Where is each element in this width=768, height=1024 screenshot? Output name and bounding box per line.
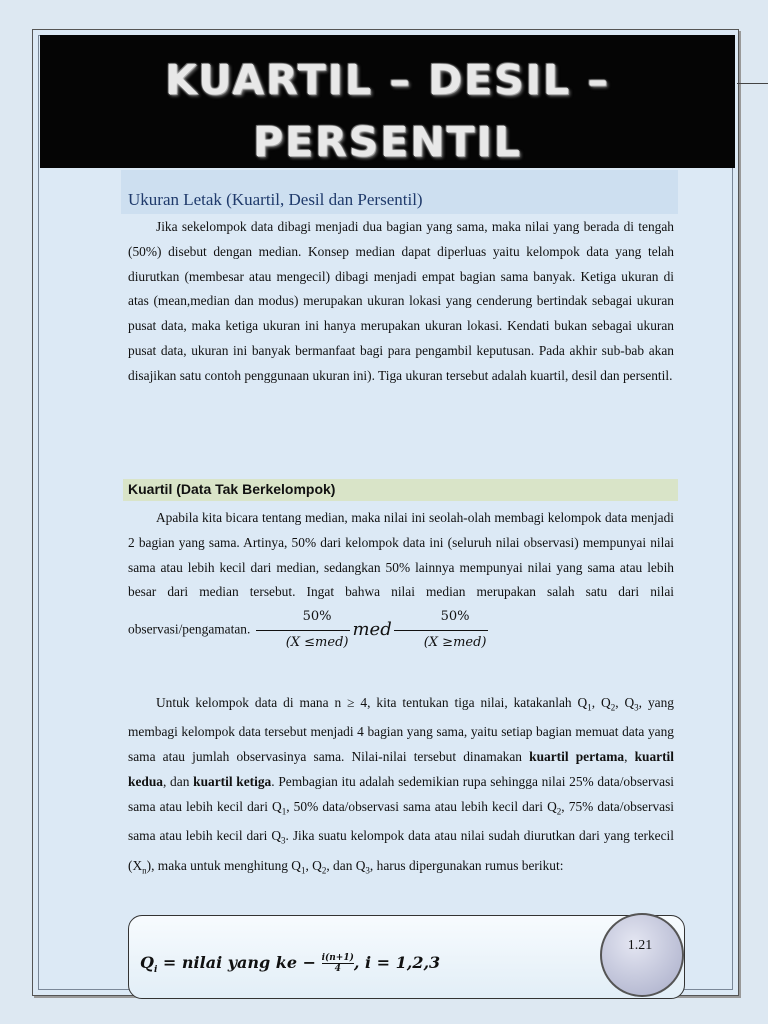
- text-span: , 50% data/observasi sama atau lebih kecil dari Q: [286, 798, 557, 814]
- text-span: , yang membagi kelompok data tersebut menjadi 4 bagian yang sama, yaitu setiap bagian memuat data yang sama atau jumlah observasinya sama. Nilai-nilai tersebut dinamakan: [128, 695, 674, 765]
- text-span: , dan: [162, 774, 194, 790]
- subscript: 1: [281, 806, 287, 817]
- subscript: n: [142, 865, 147, 876]
- text-span: ), maka untuk menghitung Q: [146, 857, 301, 873]
- subsection-heading: Kuartil (Data Tak Berkelompok): [128, 481, 336, 497]
- quartile-paragraph: [128, 691, 674, 883]
- side-rule: [737, 83, 768, 84]
- text-span: . Jika suatu kelompok data atau nilai sudah diurutkan dari yang terkecil (X: [128, 828, 674, 873]
- text-span: , Q: [615, 695, 635, 710]
- banner-title-line2: PERSENTIL: [253, 118, 522, 166]
- term-second-quartile: kuartil kedua: [128, 749, 674, 790]
- text-span: ,: [624, 749, 635, 765]
- text-span: Untuk kelompok data di mana n ≥ 4, kita tentukan tiga nilai, katakanlah Q: [156, 695, 588, 710]
- med-label: med: [352, 619, 392, 641]
- term-third-quartile: kuartil ketiga: [193, 774, 272, 790]
- title-banner: [40, 35, 735, 168]
- text-span: , Q: [591, 695, 611, 710]
- formula-fraction-denominator: 4: [334, 964, 341, 974]
- text-span: , Q: [305, 857, 322, 873]
- subscript: 3: [365, 865, 370, 876]
- text-span: , harus dipergunakan rumus berikut:: [369, 857, 564, 873]
- fraction-left: [256, 605, 351, 656]
- fraction-right-numerator: 50%: [394, 605, 489, 631]
- page-number: 1.21: [627, 938, 653, 953]
- banner-title: [40, 49, 735, 173]
- subscript: 3: [281, 836, 286, 846]
- subscript: 2: [321, 865, 327, 876]
- subscript: 1: [300, 865, 306, 876]
- page-number-badge: [600, 913, 684, 997]
- formula-q: Q: [140, 953, 154, 972]
- fraction-right-denominator: (X ≥med): [423, 634, 487, 650]
- formula-middle: = nilai yang ke −: [157, 953, 322, 972]
- banner-title-line1: KUARTIL – DESIL –: [165, 56, 610, 104]
- formula-subscript: i: [153, 965, 158, 976]
- text-span: . Pembagian itu adalah sedemikian rupa sehingga nilai 25% data/observasi sama atau lebih kecil dari Q: [128, 774, 674, 814]
- term-first-quartile: kuartil pertama: [529, 749, 625, 765]
- fraction-right: [394, 605, 489, 656]
- subscript: 2: [610, 702, 616, 713]
- fraction-left-numerator: 50%: [256, 605, 351, 631]
- formula-fraction-numerator: i(n+1): [321, 953, 354, 963]
- text-span: , 75% data/observasi sama atau lebih kecil dari Q: [128, 798, 675, 844]
- quartile-formula: [140, 953, 440, 975]
- median-paragraph: [128, 506, 674, 656]
- formula-fraction: [322, 953, 354, 974]
- median-paragraph-text: Apabila kita bicara tentang median, maka nilai ini seolah-olah membagi kelompok data menjadi 2 bagian yang sama. Artinya, 50% dari kelompok data ini (seluruh nilai observasi) mempunyai nilai sama atau lebih kecil dari median, sedangkan 50% lainnya mempunyai nilai yang sama atau lebih besar dari median tersebut. Ingat bahwa nilai median merupakan salah satu dari nilai observasi/pengamatan.: [128, 510, 674, 637]
- intro-paragraph: Jika sekelompok data dibagi menjadi dua bagian yang sama, maka nilai yang berada di tengah (50%) disebut dengan median. Konsep median dapat diperluas yaitu kelompok data yang telah diurutkan (membesar atau mengecil) dibagi menjadi empat bagian sama banyak. Ketiga ukuran di atas (mean,median dan modus) merupakan ukuran lokasi yang cenderung bertindak sebagai ukuran pusat data, maka ketiga ukuran ini hanya merupakan ukuran lokasi. Kendati bukan sebagai ukuran pusat data, ukuran ini banyak bermanfaat bagi para pengambil keputusan. Pada akhir sub-bab akan disajikan satu contoh penggunaan ukuran ini). Tiga ukuran tersebut adalah kuartil, desil dan persentil.: [128, 219, 674, 383]
- subscript: 1: [587, 702, 592, 713]
- text-span: , dan Q: [326, 857, 366, 873]
- formula-right: , i = 1,2,3: [353, 953, 441, 972]
- subscript: 3: [634, 702, 639, 713]
- fraction-left-denominator: (X ≤med): [285, 634, 349, 650]
- subscript: 2: [556, 806, 562, 817]
- section-heading: Ukuran Letak (Kuartil, Desil dan Persentil): [128, 190, 423, 209]
